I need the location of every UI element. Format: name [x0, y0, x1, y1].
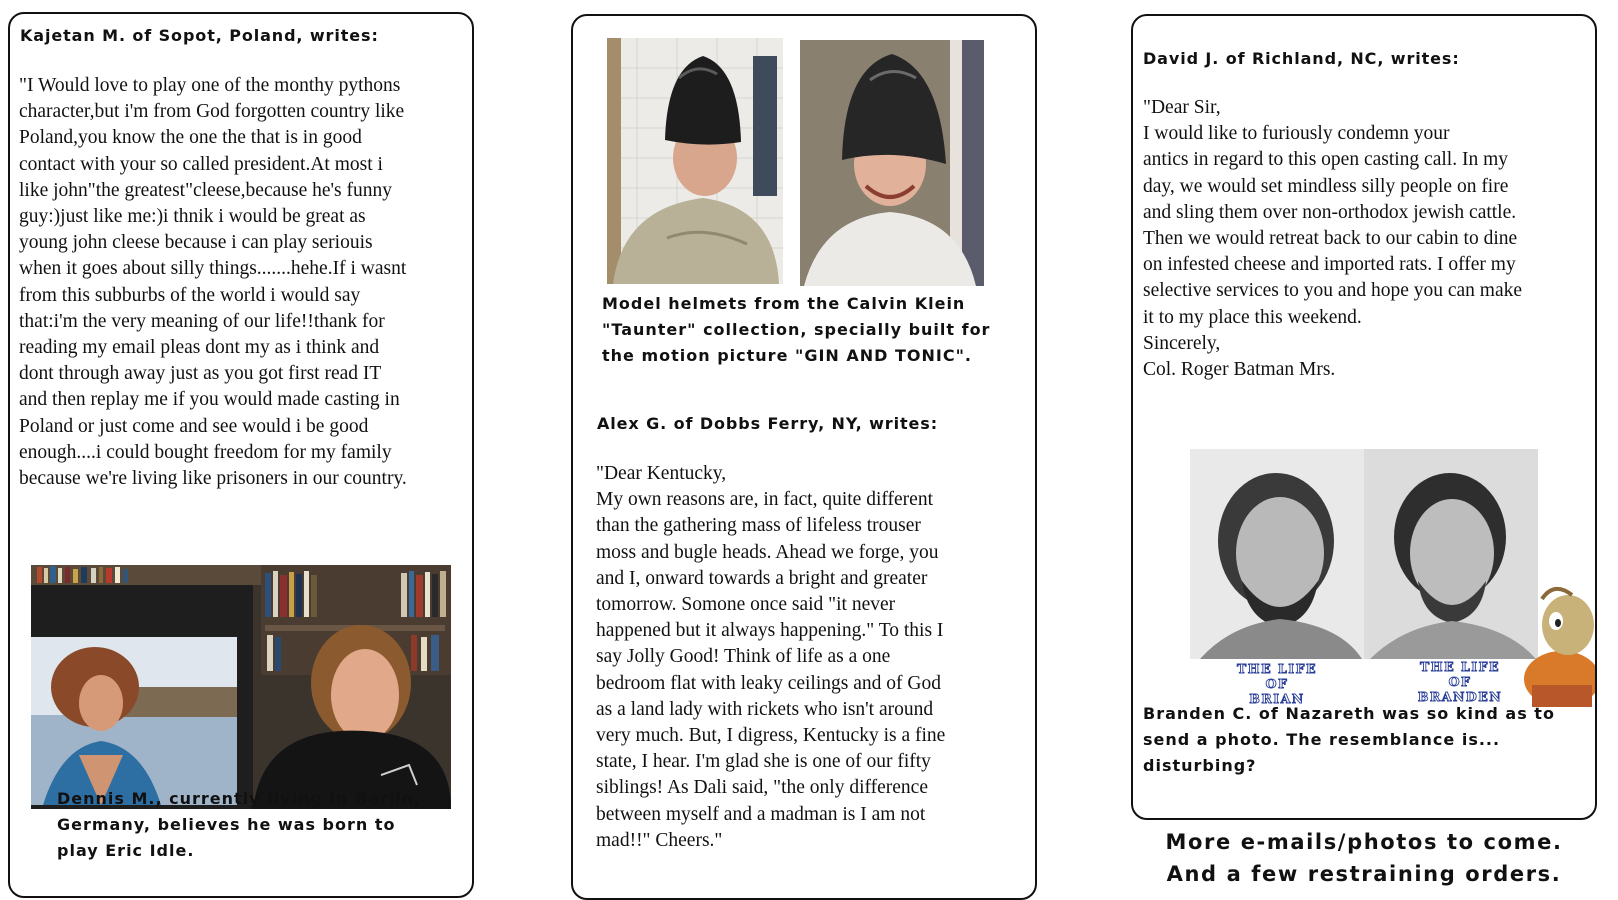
- svg-text:BRANDEN: BRANDEN: [1417, 689, 1503, 704]
- svg-text:OF: OF: [1448, 674, 1472, 689]
- svg-text:BRIAN: BRIAN: [1249, 691, 1305, 706]
- letter-heading: Alex G. of Dobbs Ferry, NY, writes:: [597, 414, 938, 433]
- letter-body: "Dear Sir, I would like to furiously condemn your antics in regard to this open casting call. In my day, we would set mindless silly people on fire and sling them over non-orthodox jewish cattle. Then we would retreat back to our cabin to dine on infested cheese and imported rats. I offer my selective services to you and hope you can make it to my place this weekend. Sincerely, Col. Roger Batman Mrs.: [1143, 97, 1523, 381]
- photo-label-branden: [1418, 659, 1502, 704]
- letter-body: "I Would love to play one of the monthy pythons character,but i'm from God forgotten country like Poland,you know the one the that is in good contact with your so called president.At most i like john"the greatest"cleese,because he's funny guy:)just like me:)i thnik i would be great as young john cleese because i can play seriouis when it goes about silly things.......hehe.If i wasnt from this subburbs of the world i would say that:i'm the very meaning of our life!!thank for reading my email pleas dont my as i think and dont through away just as you got first read IT and then replay me if you would made casting in Poland or just come and see would i be good enough....i could bought freedom for my family because we're living like prisoners in our country.: [19, 75, 407, 490]
- photo-helmet-young-man: [800, 40, 984, 286]
- letter-heading: Kajetan M. of Sopot, Poland, writes:: [20, 26, 379, 45]
- letter-panel-kajetan: [8, 12, 474, 898]
- photo-life-of-brian-comparison: [1190, 449, 1597, 707]
- letter-panel-alex: [571, 14, 1037, 900]
- photo-helmet-older-man: [607, 38, 783, 284]
- photo-caption: Model helmets from the Calvin Klein "Taunter" collection, specially built for the motion picture "GIN AND TONIC".: [602, 294, 991, 365]
- photo-caption: Dennis M., currently living in Berlin, Germany, believes he was born to play Eric Idle.: [57, 789, 422, 860]
- letter-body: "Dear Kentucky, My own reasons are, in fact, quite different than the gathering mass of lifeless trouser moss and bugle heads. Ahead we forge, you and I, onward towards a bright and greater tomorrow. Somone once said "it never happened but it always happening." To this I say Jolly Good! Think of life as a one bedroom flat with leaky ceilings and of God as a land lady with rickets who isn't around very much. But, I digress, Kentucky is a fine state, I hear. I'm glad she is one of our fifty siblings! As Dali said, "the only difference between myself and a madman is I am not mad!!" Cheers.": [596, 463, 946, 851]
- letter-panel-david: [1131, 14, 1597, 820]
- photo-label-brian: [1237, 661, 1317, 706]
- svg-text:OF: OF: [1265, 676, 1289, 691]
- svg-text:THE LIFE: THE LIFE: [1236, 661, 1318, 676]
- footer-note: More e-mails/photos to come. And a few restraining orders.: [1165, 830, 1563, 886]
- letter-heading: David J. of Richland, NC, writes:: [1143, 49, 1460, 68]
- photo-dennis-tv: [31, 565, 451, 809]
- photo-caption: Branden C. of Nazareth was so kind as to send a photo. The resemblance is... disturbing?: [1143, 704, 1555, 775]
- svg-text:THE LIFE: THE LIFE: [1419, 659, 1501, 674]
